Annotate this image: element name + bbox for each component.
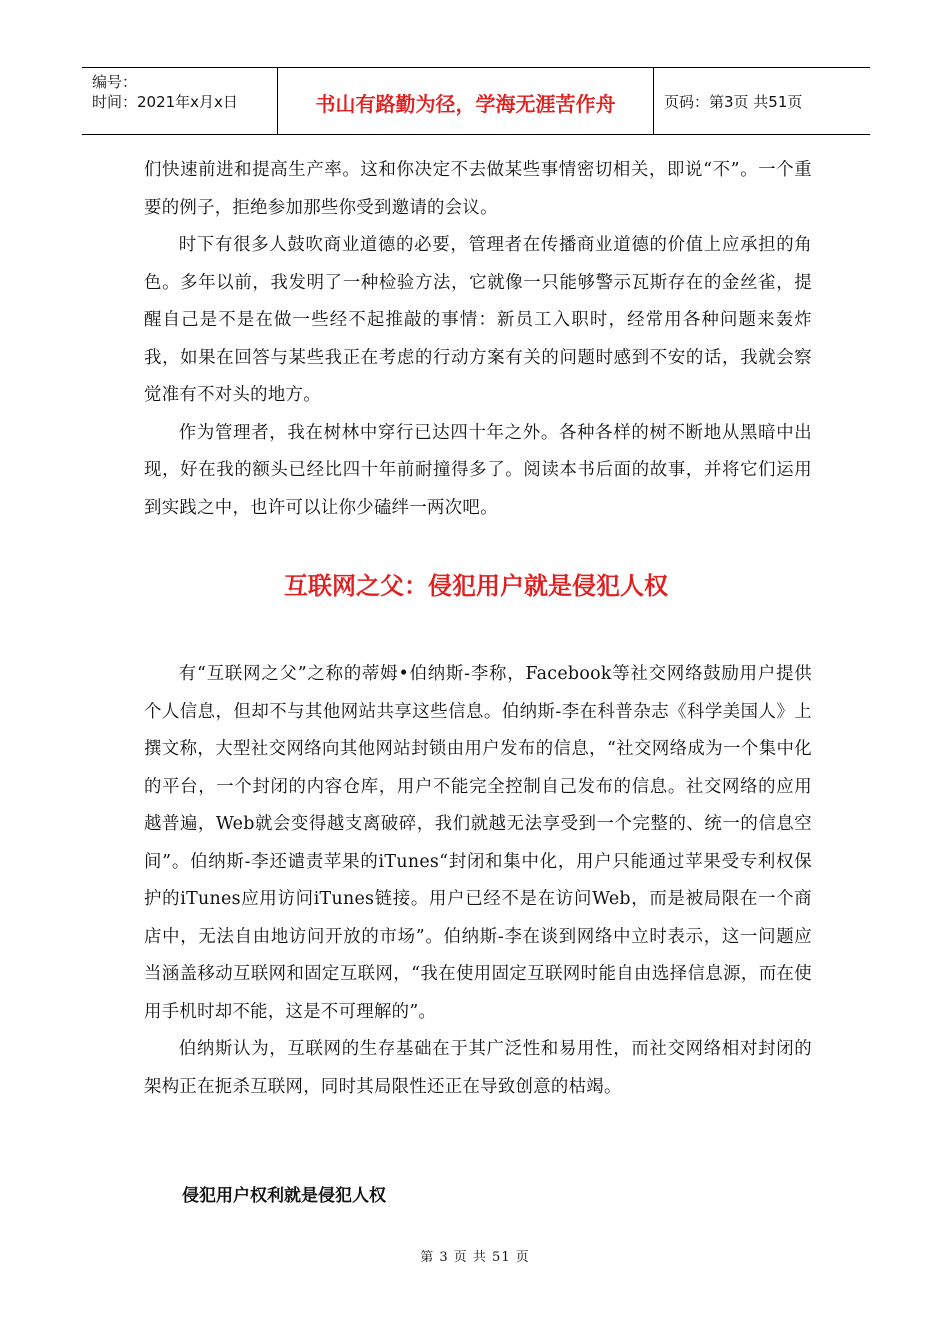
- article-subheading: 侵犯用户权利就是侵犯人权: [182, 1186, 386, 1206]
- page-header: [82, 67, 870, 135]
- page-footer: 第 3 页 共 51 页: [420, 1250, 530, 1265]
- paragraph: 伯纳斯认为，互联网的生存基础在于其广泛性和易用性，而社交网络相对封闭的架构正在扼杀互联网，同时其局限性还正在导致创意的枯竭。: [144, 1039, 812, 1097]
- paragraph: 有“互联网之父”之称的蒂姆•伯纳斯-李称，Facebook等社交网络鼓励用户提供个人信息，但却不与其他网站共享这些信息。伯纳斯-李在科普杂志《科学美国人》上撰文称，大型社交网络向其他网站封锁由用户发布的信息，“社交网络成为一个集中化的平台，一个封闭的内容仓库，用户不能完全控制自己发布的信息。社交网络的应用越普遍，Web就会变得越支离破碎，我们就越无法享受到一个完整的、统一的信息空间”。伯纳斯-李还谴责苹果的iTunes“封闭和集中化，用户只能通过苹果受专利权保护的iTunes应用访问iTunes链接。用户已经不是在访问Web，而是被局限在一个商店中，无法自由地访问开放的市场”。伯纳斯-李在谈到网络中立时表示，这一问题应当涵盖移动互联网和固定互联网，“我在使用固定互联网时能自由选择信息源，而在使用手机时却不能，这是不可理解的”。: [144, 664, 812, 1022]
- paragraph: 时下有很多人鼓吹商业道德的必要，管理者在传播商业道德的价值上应承担的角色。多年以前，我发明了一种检验方法，它就像一只能够警示瓦斯存在的金丝雀，提醒自己是不是在做一些经不起推敲的事情：新员工入职时，经常用各种问题来轰炸我，如果在回答与某些我正在考虑的行动方案有关的问题时感到不安的话，我就会察觉准有不对头的地方。: [144, 235, 812, 405]
- number-label: 编号：: [92, 73, 138, 91]
- section-intro: [144, 152, 812, 527]
- paragraph: 们快速前进和提高生产率。这和你决定不去做某些事情密切相关，即说“不”。一个重要的例子，拒绝参加那些你受到邀请的会议。: [144, 160, 812, 218]
- article-title: 互联网之父：侵犯用户就是侵犯人权: [284, 572, 668, 600]
- header-meta-cell: [82, 68, 278, 134]
- article-body: [144, 656, 812, 1106]
- header-page-info: 页码：第3页 共51页: [664, 92, 803, 111]
- time-label: 时间：2021年x月x日: [92, 93, 238, 111]
- paragraph: 作为管理者，我在树林中穿行已达四十年之外。各种各样的树不断地从黑暗中出现，好在我的额头已经比四十年前耐撞得多了。阅读本书后面的故事，并将它们运用到实践之中，也许可以让你少磕绊一两次吧。: [144, 422, 812, 518]
- header-motto: 书山有路勤为径，学海无涯苦作舟: [278, 68, 654, 134]
